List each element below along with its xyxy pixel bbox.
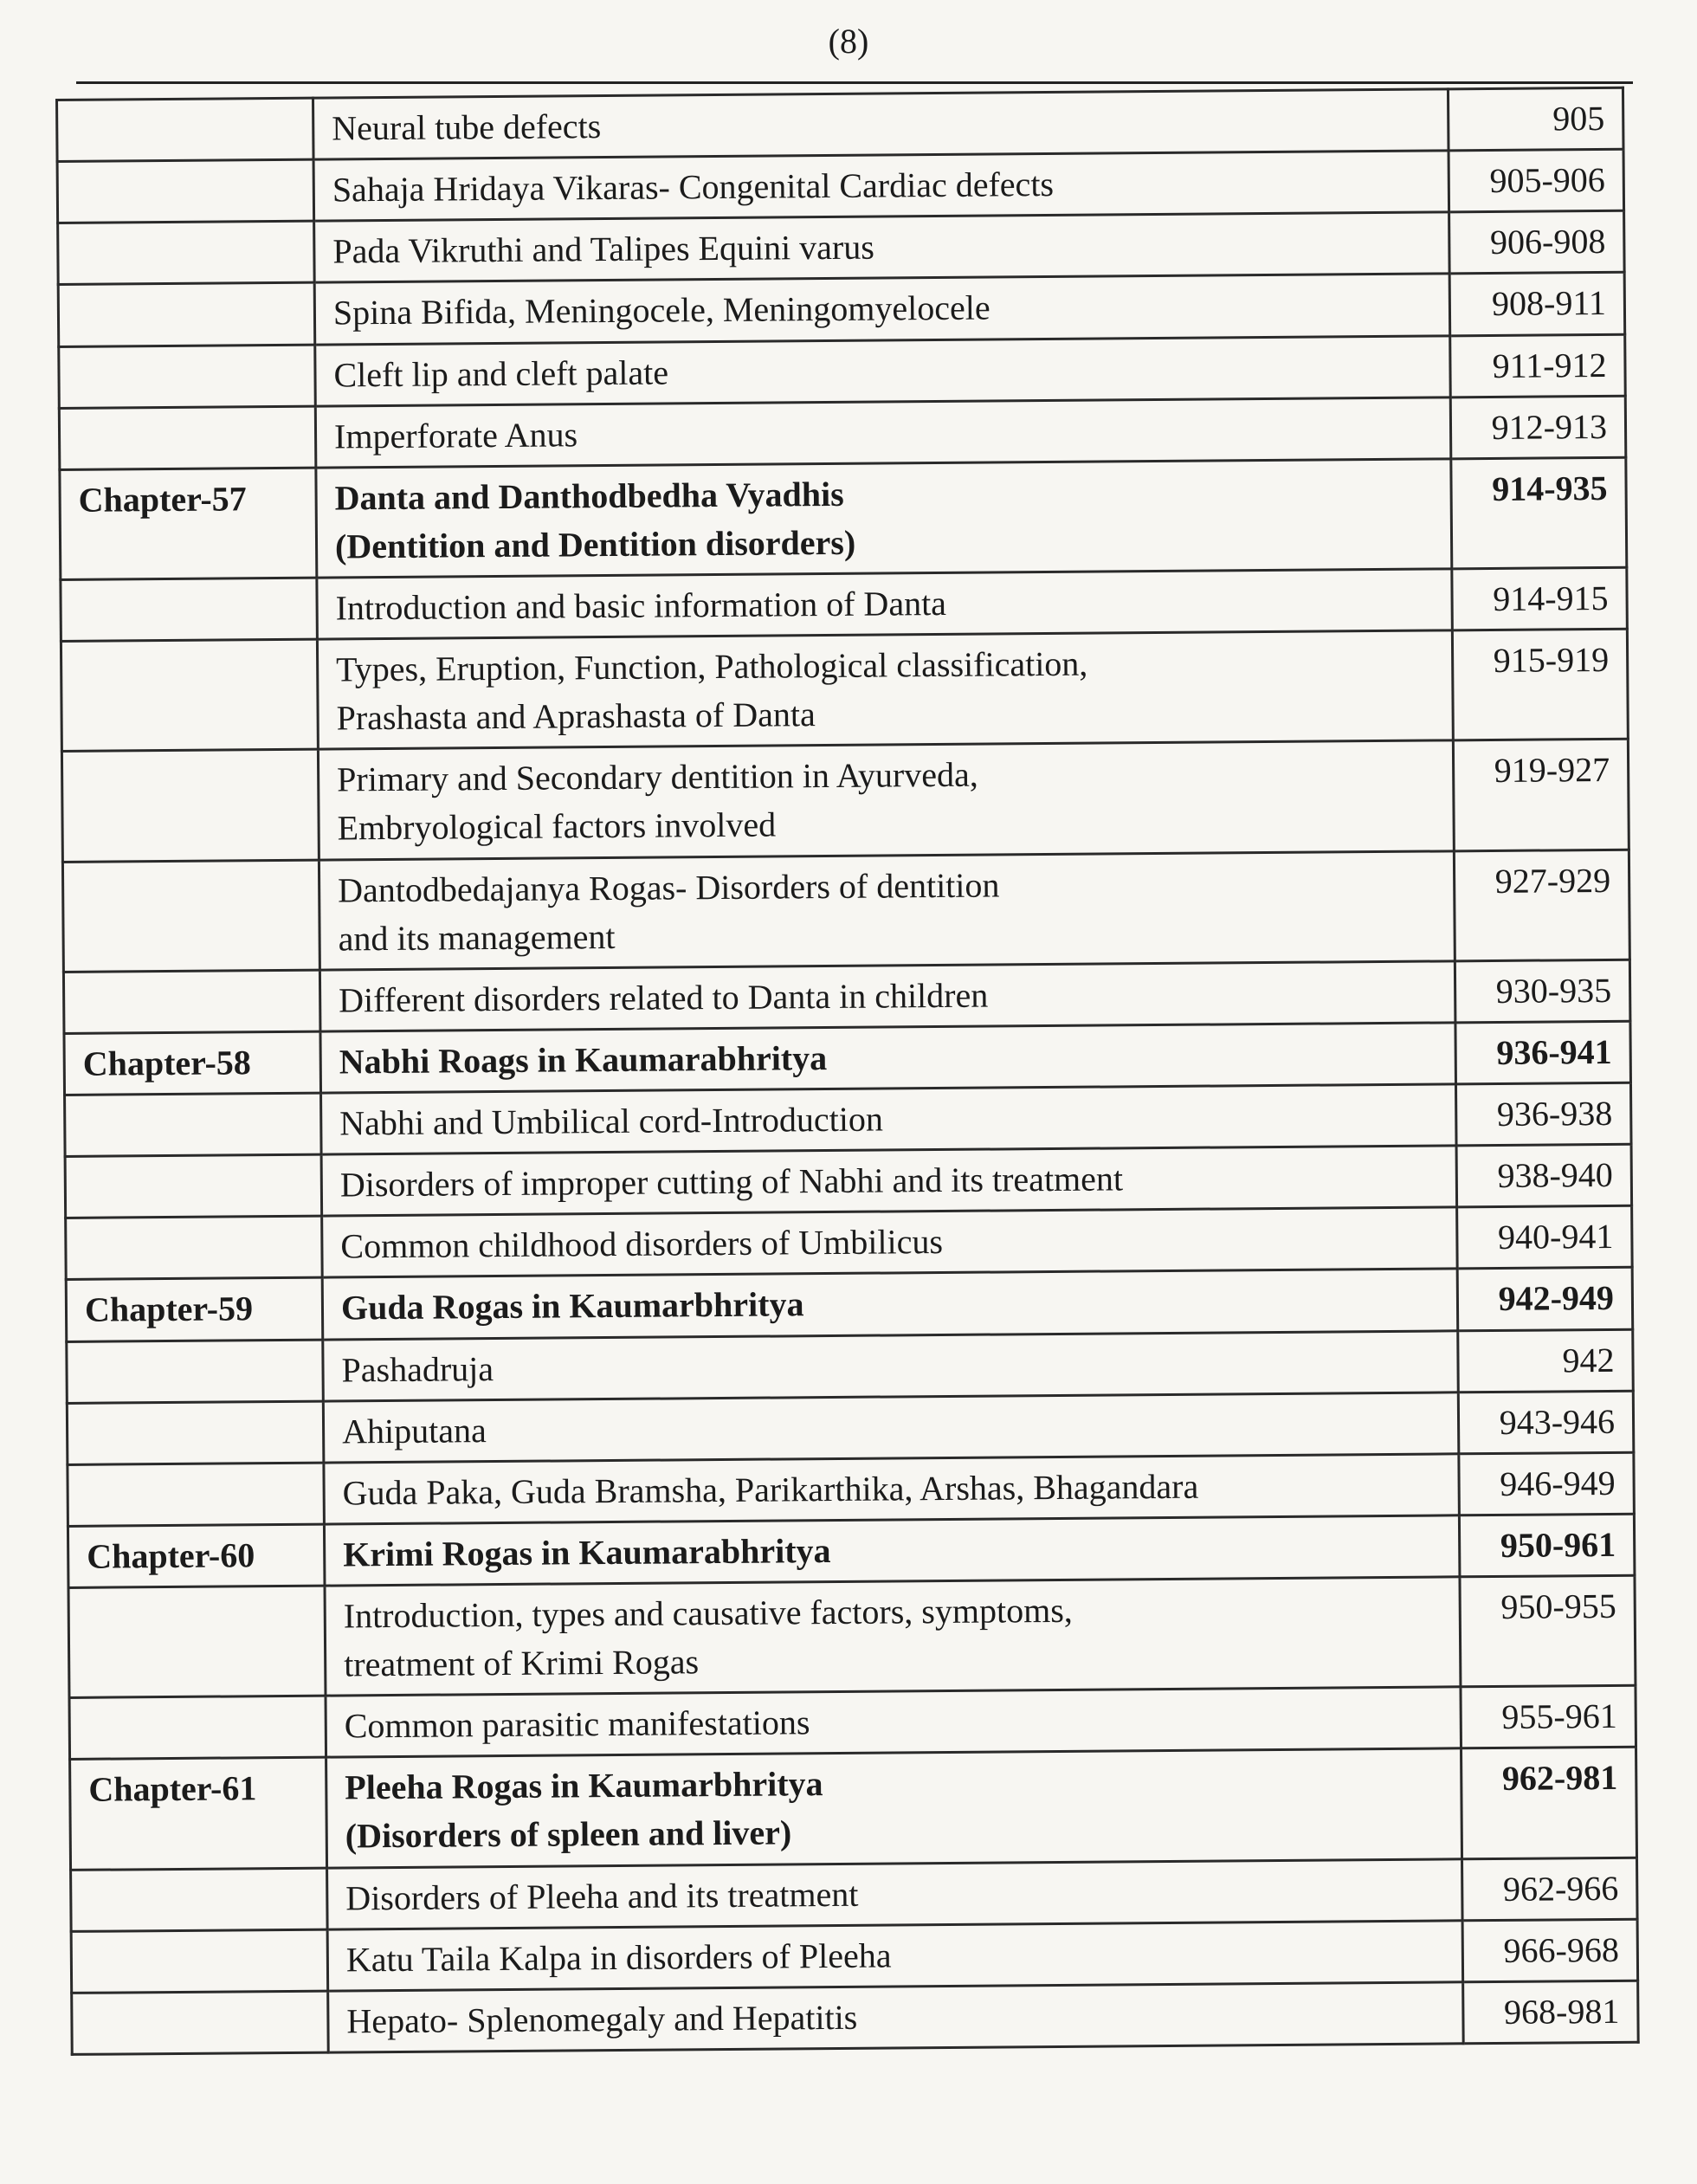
entry-title-line: Disorders of improper cutting of Nabhi and its treatment [339, 1159, 1124, 1205]
contents-row [61, 740, 1629, 862]
entry-title [319, 850, 1455, 970]
page-range: 940-941 [1457, 1205, 1633, 1269]
entry-title [327, 1858, 1463, 1929]
chapter-label [61, 578, 318, 641]
page-range: 950-961 [1459, 1514, 1635, 1577]
entry-title [314, 274, 1450, 344]
entry-title [317, 569, 1453, 639]
entry-title [317, 630, 1453, 750]
chapter-label [58, 221, 315, 284]
page-range: 914-915 [1452, 567, 1628, 630]
entry-title-line: Prashasta and Aprashasta of Danta [336, 695, 816, 738]
chapter-label [59, 345, 316, 408]
chapter-label [72, 1991, 329, 2055]
contents-row [62, 850, 1629, 972]
chapter-label [71, 1868, 328, 1931]
entry-title-line: Introduction, types and causative factors, symptoms, [343, 1590, 1073, 1636]
entry-title [315, 335, 1451, 405]
entry-title-line: Guda Rogas in Kaumarbhritya [340, 1284, 804, 1328]
entry-title [315, 397, 1451, 467]
entry-title-line: Guda Paka, Guda Bramsha, Parikarthika, Arshas, Bhagandara [342, 1466, 1199, 1513]
page-range: 942 [1458, 1329, 1634, 1392]
entry-title-line: Types, Eruption, Function, Pathological classification, [336, 643, 1088, 689]
top-rule [76, 81, 1633, 84]
chapter-label [59, 406, 316, 469]
page-range: 955-961 [1461, 1685, 1636, 1748]
entry-title-line: Common parasitic manifestations [344, 1703, 810, 1746]
entry-title-line: Disorders of Pleeha and its treatment [345, 1874, 859, 1917]
entry-title [327, 1920, 1463, 1990]
entry-title-line: Krimi Rogas in Kaumarabhritya [343, 1530, 831, 1574]
page-range: 906-908 [1449, 211, 1625, 275]
page-range: 950-955 [1460, 1575, 1636, 1687]
entry-title [323, 1392, 1459, 1462]
page-range: 936-938 [1455, 1082, 1631, 1146]
entry-title [313, 151, 1449, 221]
page-range: 912-913 [1450, 396, 1626, 459]
page-range: 946-949 [1459, 1452, 1635, 1515]
page-range: 908-911 [1449, 273, 1625, 336]
page-range: 938-940 [1456, 1144, 1632, 1207]
chapter-label [61, 639, 318, 752]
entry-title [321, 1084, 1457, 1154]
chapter-label [65, 1154, 322, 1218]
entry-title-line: Pada Vikruthi and Talipes Equini varus [332, 227, 875, 271]
page-range: 936-941 [1455, 1021, 1631, 1084]
chapter-heading-row [70, 1748, 1637, 1870]
page-range: 966-968 [1462, 1919, 1638, 1982]
page-range: 905 [1448, 87, 1623, 151]
page-range: 962-966 [1462, 1858, 1638, 1921]
chapter-label: Chapter-60 [68, 1524, 325, 1587]
entry-title [325, 1577, 1461, 1696]
chapter-label [68, 1463, 325, 1526]
entry-title-line: Spina Bifida, Meningocele, Meningomyelocele [332, 288, 990, 333]
entry-title-line: (Dentition and Dentition disorders) [334, 522, 856, 566]
page-number: (8) [828, 22, 869, 61]
entry-title-line: Hepato- Splenomegaly and Hepatitis [346, 1997, 858, 2041]
page-range: 930-935 [1455, 960, 1630, 1023]
chapter-label: Chapter-59 [66, 1277, 323, 1341]
chapter-label [57, 159, 314, 223]
entry-title [324, 1454, 1460, 1524]
chapter-label [68, 1586, 326, 1698]
page-range: 943-946 [1458, 1391, 1634, 1454]
contents-row [68, 1575, 1636, 1697]
entry-title [323, 1330, 1459, 1400]
chapter-label [62, 860, 319, 972]
entry-title [324, 1515, 1460, 1586]
page-range: 905-906 [1449, 149, 1624, 212]
entry-title-line: Nabhi Roags in Kaumarabhritya [339, 1037, 828, 1082]
entry-title [318, 740, 1454, 860]
entry-title [316, 459, 1452, 578]
entry-title [314, 212, 1450, 282]
page-range: 962-981 [1461, 1748, 1637, 1859]
chapter-label [58, 283, 315, 346]
entry-title-line: Ahiputana [341, 1410, 487, 1451]
page-range: 915-919 [1452, 629, 1628, 740]
chapter-label [57, 98, 314, 161]
chapter-label [71, 1929, 328, 1993]
entry-title-line: Embryological factors involved [337, 804, 777, 848]
entry-title-line: Imperforate Anus [333, 414, 578, 456]
entry-title [322, 1269, 1458, 1339]
entry-title-line: Nabhi and Umbilical cord-Introduction [339, 1099, 884, 1143]
chapter-label: Chapter-58 [64, 1031, 321, 1095]
chapter-label: Chapter-61 [70, 1757, 327, 1870]
contents-row [72, 1980, 1639, 2054]
entry-title [322, 1207, 1458, 1277]
chapter-label [69, 1696, 326, 1759]
entry-title-line: (Disorders of spleen and liver) [345, 1812, 792, 1856]
entry-title [326, 1748, 1462, 1868]
entry-title-line: Katu Taila Kalpa in disorders of Pleeha [345, 1935, 892, 1980]
entry-title-line: Neural tube defects [332, 107, 602, 148]
entry-title-line: Sahaja Hridaya Vikaras- Congenital Cardiac defects [332, 165, 1055, 210]
chapter-label [67, 1401, 324, 1464]
chapter-label [66, 1216, 323, 1279]
chapter-label [65, 1093, 322, 1156]
entry-title-line: Danta and Danthodbedha Vyadhis [334, 474, 844, 518]
entry-title-line: Introduction and basic information of Danta [335, 583, 947, 628]
page-range: 942-949 [1457, 1268, 1633, 1331]
entry-title [326, 1687, 1461, 1757]
entry-title-line: Primary and Secondary dentition in Ayurveda, [337, 754, 978, 799]
chapter-label [63, 970, 320, 1033]
chapter-label: Chapter-57 [60, 468, 317, 580]
entry-title-line: and its management [338, 916, 616, 958]
page-range: 968-981 [1463, 1980, 1639, 2044]
chapter-heading-row [60, 457, 1627, 579]
page-range: 919-927 [1453, 740, 1629, 851]
chapter-label [61, 749, 319, 862]
entry-title-line: Pashadruja [341, 1348, 494, 1389]
entry-title-line: treatment of Krimi Rogas [344, 1642, 700, 1684]
entry-title-line: Cleft lip and cleft palate [333, 352, 669, 394]
entry-title [319, 961, 1455, 1031]
entry-title [328, 1982, 1464, 2052]
entry-title-line: Pleeha Rogas in Kaumarbhritya [345, 1764, 823, 1807]
entry-title [313, 89, 1449, 159]
entry-title-line: Different disorders related to Danta in children [339, 975, 989, 1020]
contents-row [61, 629, 1628, 751]
chapter-label [67, 1340, 324, 1403]
entry-title-line: Dantodbedajanya Rogas- Disorders of dentition [338, 864, 1000, 909]
entry-title [321, 1146, 1457, 1216]
page-range: 911-912 [1450, 334, 1626, 397]
page-range: 927-929 [1454, 850, 1629, 961]
entry-title-line: Common childhood disorders of Umbilicus [340, 1222, 944, 1266]
entry-title [320, 1023, 1456, 1093]
contents-table-body [57, 87, 1639, 2054]
contents-table [55, 87, 1640, 2056]
page-range: 914-935 [1451, 457, 1627, 569]
